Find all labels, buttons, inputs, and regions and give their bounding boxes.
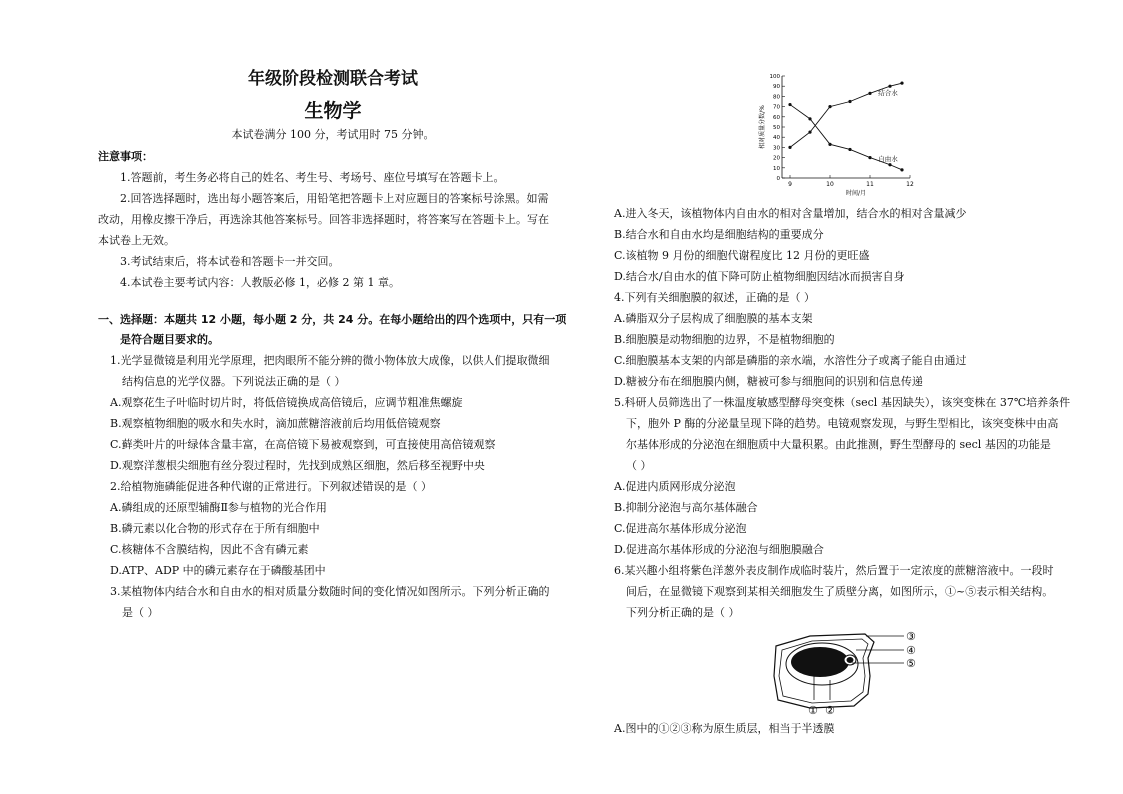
vacuole: [791, 647, 849, 677]
data-point: [808, 131, 811, 134]
question-5-stem-cont: （ ）: [626, 459, 652, 472]
x-tick-label: 10: [826, 181, 834, 188]
option-line: C.该植物 9 月份的细胞代谢程度比 12 月份的更旺盛: [614, 249, 870, 262]
exam-subject: 生物学: [304, 100, 362, 122]
data-point: [888, 163, 891, 166]
water-content-chart: [758, 70, 918, 200]
label-5: ⑤: [906, 657, 916, 670]
data-point: [888, 85, 891, 88]
y-axis-label: 相对质量分数/%: [759, 105, 766, 149]
note-line: 2.回答选择题时，选出每小题答案后，用铅笔把答题卡上对应题目的答案标号涂黑。如需: [120, 192, 549, 205]
option-line: A.进入冬天，该植物体内自由水的相对含量增加，结合水的相对含量减少: [614, 207, 967, 220]
option-line: D.结合水/自由水的值下降可防止植物细胞因结冰而损害自身: [614, 270, 905, 283]
option-line: D.糖被分布在细胞膜内侧，糖被可参与细胞间的识别和信息传递: [614, 375, 923, 388]
option-line: A.图中的①②③称为原生质层，相当于半透膜: [614, 722, 835, 735]
data-point: [828, 143, 831, 146]
y-tick-label: 0: [776, 176, 780, 182]
y-tick-label: 80: [773, 94, 780, 101]
x-tick-label: 12: [906, 181, 914, 188]
label-2: ②: [825, 704, 835, 717]
question-5-stem-cont: 尔基体形成的分泌泡在细胞质中大量积累。由此推测，野生型酵母的 secl 基因的功能是: [626, 438, 1051, 451]
data-point: [788, 103, 791, 106]
y-tick-label: 40: [773, 135, 780, 142]
option-line: D.观察洋葱根尖细胞有丝分裂过程时，先找到成熟区细胞，然后移至视野中央: [110, 459, 485, 472]
question-5-stem: 5.科研人员筛选出了一株温度敏感型酵母突变株（secl 基因缺失），该突变株在 37℃培养条件: [614, 396, 1071, 409]
question-6-stem-cont: 间后，在显微镜下观察到某相关细胞发生了质壁分离，如图所示，①~⑤表示相关结构。: [626, 585, 1054, 598]
note-line: 3.考试结束后，将本试卷和答题卡一并交回。: [120, 255, 340, 268]
label-1: ①: [808, 704, 818, 717]
question-2-stem: 2.给植物施磷能促进各种代谢的正常进行。下列叙述错误的是（ ）: [110, 480, 432, 493]
data-point: [848, 148, 851, 151]
option-line: C.藓类叶片的叶绿体含量丰富，在高倍镜下易被观察到，可直接使用高倍镜观察: [110, 438, 496, 451]
data-point: [900, 82, 903, 85]
question-1-stem-cont: 结构信息的光学仪器。下列说法正确的是（ ）: [122, 375, 346, 388]
option-line: D.促进高尔基体形成的分泌泡与细胞膜融合: [614, 543, 824, 556]
option-line: A.观察花生子叶临时切片时，将低倍镜换成高倍镜后，应调节粗准焦螺旋: [110, 396, 463, 409]
section-heading-cont: 是符合题目要求的。: [120, 333, 219, 346]
option-line: B.观察植物细胞的吸水和失水时，滴加蔗糖溶液前后均用低倍镜观察: [110, 417, 441, 430]
option-line: A.促进内质网形成分泌泡: [614, 480, 736, 493]
x-axis-label: 时间/月: [845, 190, 867, 197]
y-tick-label: 60: [773, 114, 780, 121]
option-line: A.磷组成的还原型辅酶Ⅱ参与植物的光合作用: [110, 501, 327, 514]
question-3-stem: 3.某植物体内结合水和自由水的相对质量分数随时间的变化情况如图所示。下列分析正确的: [110, 585, 550, 598]
data-point: [868, 92, 871, 95]
question-6-stem: 6.某兴趣小组将紫色洋葱外表皮制作成临时装片，然后置于一定浓度的蔗糖溶液中。一段时: [614, 564, 1054, 577]
question-1-stem: 1.光学显微镜是利用光学原理，把肉眼所不能分辨的微小物体放大成像，以供人们提取微细: [110, 354, 550, 367]
option-line: B.抑制分泌泡与高尔基体融合: [614, 501, 758, 514]
y-tick-label: 100: [769, 74, 780, 80]
data-point: [868, 156, 871, 159]
option-line: C.核糖体不含膜结构，因此不含有磷元素: [110, 543, 309, 556]
exam-title: 年级阶段检测联合考试: [248, 69, 418, 89]
option-line: A.磷脂双分子层构成了细胞膜的基本支架: [614, 312, 813, 325]
option-line: C.细胞膜基本支架的内部是磷脂的亲水端，水溶性分子或离子能自由通过: [614, 354, 967, 367]
plasmolysis-cell-figure: [770, 628, 920, 718]
exam-info: 本试卷满分 100 分，考试用时 75 分钟。: [231, 128, 435, 141]
x-tick-label: 9: [788, 181, 792, 188]
note-line: 1.答题前，考生务必将自己的姓名、考生号、考场号、座位号填写在答题卡上。: [120, 171, 505, 184]
data-point: [828, 105, 831, 108]
note-line: 本试卷上无效。: [98, 234, 175, 247]
nucleolus: [847, 657, 854, 663]
y-tick-label: 50: [773, 125, 780, 131]
series-label: 结合水: [878, 89, 898, 98]
data-point: [900, 168, 903, 171]
question-6-stem-cont: 下列分析正确的是（ ）: [626, 606, 740, 619]
section-heading: 一、选择题：本题共 12 小题，每小题 2 分，共 24 分。在每小题给出的四个选项中，只有一项: [98, 313, 567, 326]
data-point: [788, 146, 791, 149]
y-tick-label: 30: [773, 145, 780, 152]
question-5-stem-cont: 下，胞外 P 酶的分泌量呈现下降的趋势。电镜观察发现，与野生型相比，该突变株中由高: [626, 417, 1059, 430]
notes-heading: 注意事项：: [98, 150, 153, 163]
question-3-stem-cont: 是（ ）: [122, 606, 159, 619]
y-tick-label: 20: [773, 155, 780, 162]
option-line: C.促进高尔基体形成分泌泡: [614, 522, 747, 535]
data-point: [848, 100, 851, 103]
x-tick-label: 11: [866, 181, 874, 188]
label-3: ③: [906, 630, 916, 643]
option-line: B.结合水和自由水均是细胞结构的重要成分: [614, 228, 824, 241]
label-4: ④: [906, 644, 916, 657]
note-line: 改动，用橡皮擦干净后，再选涂其他答案标号。回答非选择题时，将答案写在答题卡上。写在: [98, 213, 549, 226]
note-line: 4.本试卷主要考试内容：人教版必修 1，必修 2 第 1 章。: [120, 276, 400, 289]
option-line: D.ATP、ADP 中的磷元素存在于磷酸基团中: [110, 564, 326, 577]
option-line: B.细胞膜是动物细胞的边界，不是植物细胞的: [614, 333, 835, 346]
option-line: B.磷元素以化合物的形式存在于所有细胞中: [110, 522, 320, 535]
y-tick-label: 90: [773, 84, 780, 91]
y-tick-label: 10: [773, 165, 780, 172]
series-label: 自由水: [878, 154, 898, 163]
data-point: [808, 117, 811, 120]
question-4-stem: 4.下列有关细胞膜的叙述，正确的是（ ）: [614, 291, 815, 304]
y-tick-label: 70: [773, 104, 780, 111]
